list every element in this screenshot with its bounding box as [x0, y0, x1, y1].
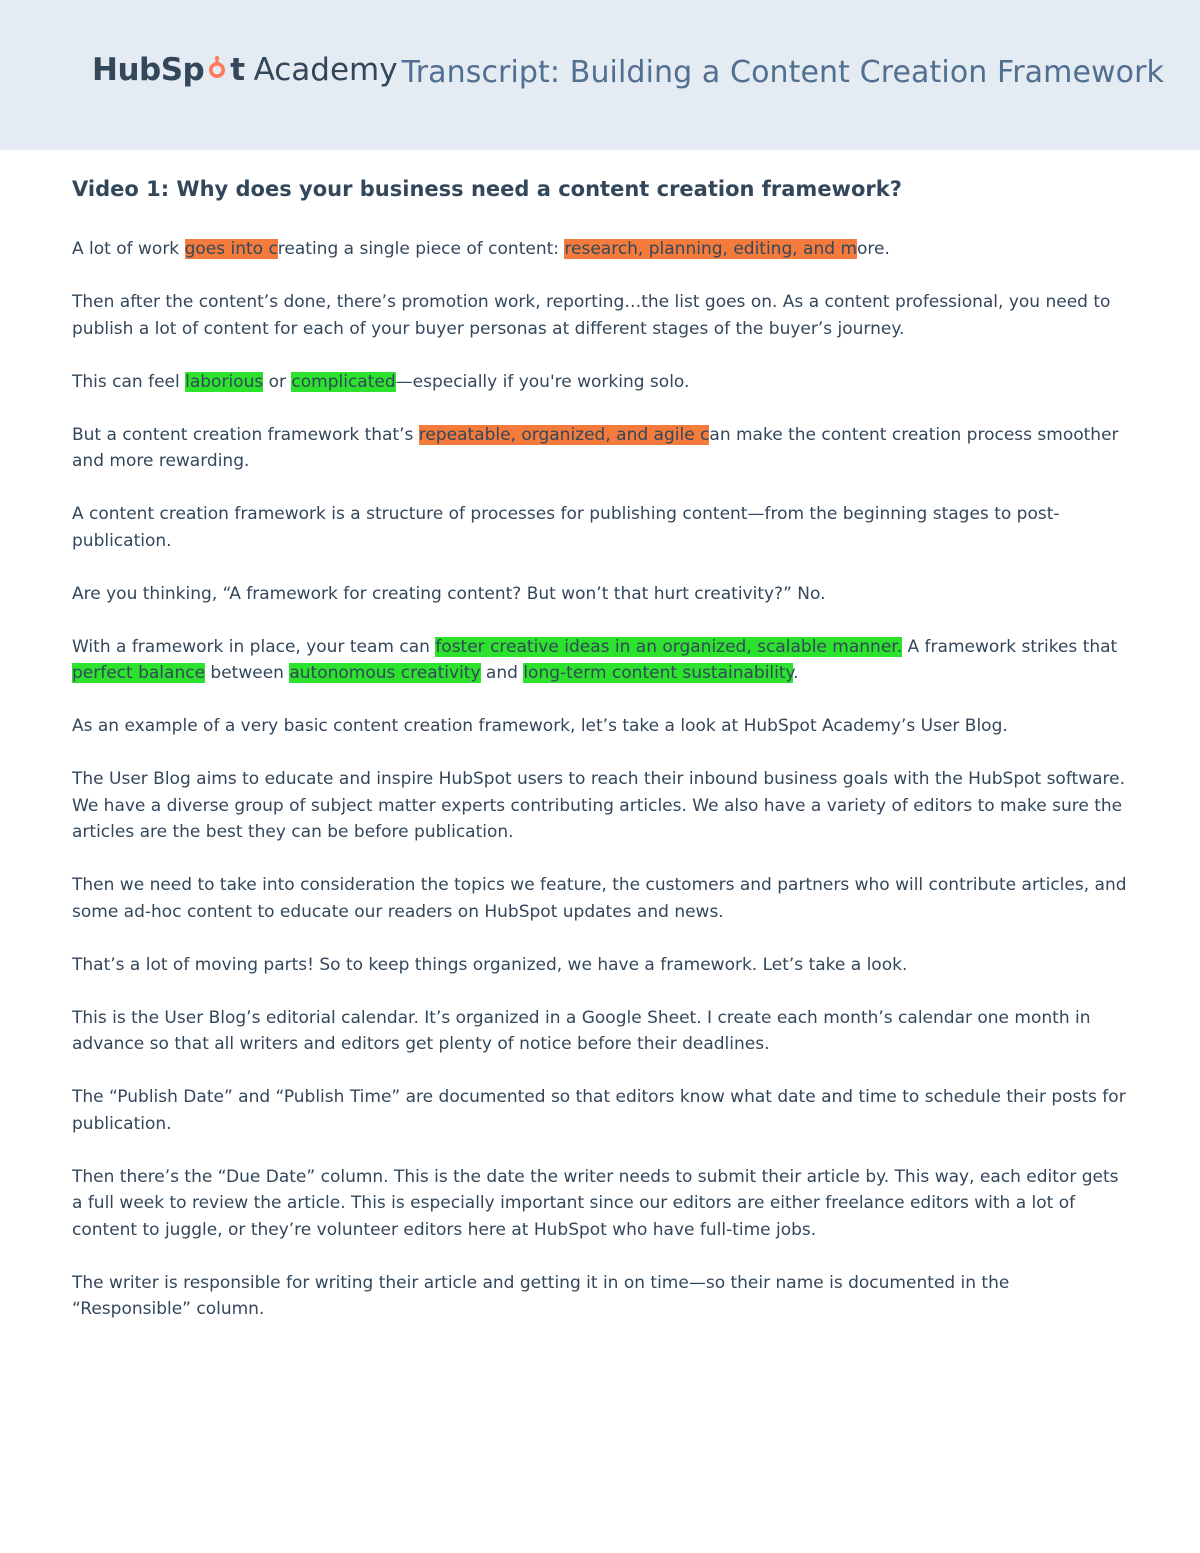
highlight-green: autonomous creativity	[289, 663, 481, 683]
paragraph	[72, 369, 1132, 396]
text-segment: .	[793, 663, 799, 683]
paragraph-list	[72, 236, 1132, 1323]
paragraph	[72, 872, 1132, 925]
paragraph	[72, 766, 1132, 846]
text-segment: Then we need to take into consideration the topics we feature, the customers and partners who will contribute articles, and some ad-hoc content to educate our readers on HubSpot updates and news.	[72, 875, 1127, 922]
text-segment: an make the content creation process smoother and more rewarding.	[72, 424, 1119, 471]
text-segment: As an example of a very basic content creation framework, let’s take a look at HubSpot Academy’s User Blog.	[72, 716, 1008, 736]
text-segment: But a content creation framework that’s	[72, 424, 419, 445]
paragraph	[72, 289, 1132, 342]
logo-text-academy: Academy	[253, 52, 398, 88]
paragraph	[72, 1164, 1132, 1244]
text-segment: or	[263, 371, 292, 392]
logo-text-hubsp: HubSp	[92, 52, 205, 88]
text-segment: A content creation framework is a structure of processes for publishing content—from the beginning stages to post-publication.	[72, 504, 1060, 551]
text-segment: Then there’s the “Due Date” column. This is the date the writer needs to submit their article by. This way, each editor gets a full week to review the article. This is especially important since our editors are either freelance editors with a lot of content to juggle, or they’re volunteer editors here at HubSpot who have full-time jobs.	[72, 1166, 1119, 1240]
text-segment: between	[205, 663, 290, 683]
text-segment: and	[480, 663, 524, 683]
paragraph	[72, 1270, 1132, 1323]
text-segment: This is the User Blog’s editorial calendar. It’s organized in a Google Sheet. I create each month’s calendar one month in advance so that all writers and editors get plenty of notice before their deadlines.	[72, 1007, 1091, 1054]
text-segment: A lot of work	[72, 239, 185, 259]
text-segment: Then after the content’s done, there’s promotion work, reporting…the list goes on. As a content professional, you need to publish a lot of content for each of your buyer personas at different stages of the buyer’s journey.	[72, 292, 1111, 339]
text-segment: Are you thinking, “A framework for creating content? But won’t that hurt creativity?” No.	[72, 583, 826, 604]
page-header	[0, 0, 1200, 150]
text-segment: The “Publish Date” and “Publish Time” are documented so that editors know what date and time to schedule their posts for publication.	[72, 1087, 1126, 1134]
text-segment: The writer is responsible for writing their article and getting it in on time—so their name is documented in the “Responsible” column.	[72, 1272, 1010, 1319]
text-segment: A framework strikes that	[902, 636, 1118, 657]
paragraph	[72, 713, 1132, 740]
paragraph	[72, 1005, 1132, 1058]
highlight-green: long-term content sustainability	[523, 663, 794, 683]
text-segment: The User Blog aims to educate and inspire HubSpot users to reach their inbound business goals with the HubSpot software. We have a diverse group of subject matter experts contributing articles. We also have a variety of editors to make sure the articles are the best they can be before publication.	[72, 769, 1125, 842]
text-segment: reating a single piece of content:	[277, 239, 565, 259]
document-body	[72, 172, 1132, 1349]
text-segment: This can feel	[72, 371, 186, 392]
text-segment: That’s a lot of moving parts! So to keep things organized, we have a framework. Let’s take a look.	[72, 954, 908, 975]
highlight-green: foster creative ideas in an organized, scalable manner.	[435, 636, 903, 657]
text-segment: ore.	[857, 239, 890, 259]
text-segment: With a framework in place, your team can	[72, 636, 436, 657]
highlight-orange: research, planning, editing, and m	[564, 239, 858, 259]
text-segment: —especially if you're working solo.	[395, 371, 690, 392]
highlight-orange: goes into c	[184, 239, 278, 259]
paragraph	[72, 422, 1132, 475]
highlight-green: laborious	[185, 371, 264, 392]
paragraph	[72, 501, 1132, 554]
paragraph	[72, 581, 1132, 608]
logo-text-t: t	[230, 52, 245, 88]
video-heading: Video 1: Why does your business need a content creation framework?	[72, 177, 902, 201]
transcript-title: Transcript: Building a Content Creation Framework	[401, 55, 1164, 90]
paragraph	[72, 952, 1132, 979]
highlight-green: perfect balance	[72, 663, 206, 683]
paragraph	[72, 236, 1132, 263]
hubspot-academy-logo	[92, 52, 398, 96]
sprocket-icon	[205, 56, 229, 80]
paragraph	[72, 634, 1132, 687]
paragraph	[72, 1084, 1132, 1137]
highlight-orange: repeatable, organized, and agile c	[418, 424, 710, 445]
highlight-green: complicated	[291, 371, 396, 392]
